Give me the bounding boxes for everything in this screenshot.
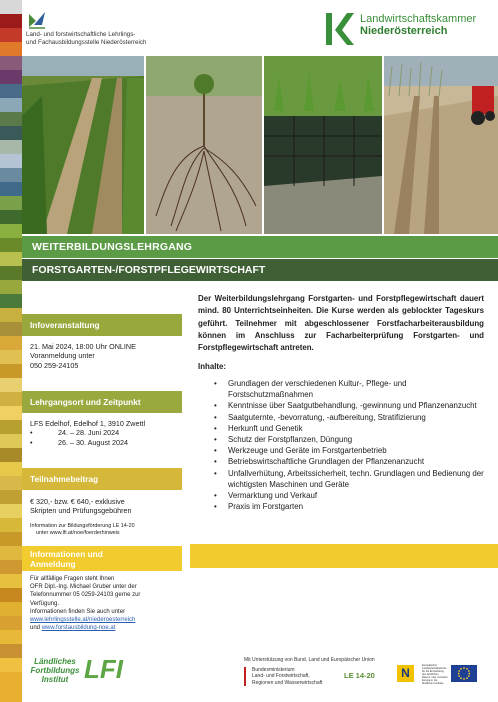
photo-root-system xyxy=(146,56,262,234)
list-item: • Vermarktung und Verkauf xyxy=(214,490,486,501)
beitrag-price: € 320,- bzw. € 640,- exklusive xyxy=(30,497,125,506)
photo-field-tractor xyxy=(384,56,498,234)
list-item: • Praxis im Forstgarten xyxy=(214,501,486,512)
anmeldung-heading-1: Informationen und xyxy=(30,549,103,559)
anmeldung-line-5: Informationen finden Sie auch unter xyxy=(30,608,126,615)
beitrag-note-1: Information zur Bildungsförderung LE 14-20 xyxy=(30,523,135,529)
subtitle-banner xyxy=(22,259,498,281)
list-item: • Kenntnisse über Saatgutbehandlung, -gewinnung und Pflanzenanzucht xyxy=(214,400,486,411)
list-item: • Unfallverhütung, Arbeitssicherheit, techn. Grundlagen und Bedienung der wichtigsten Maschinen und Geräte xyxy=(214,468,486,490)
title-banner xyxy=(22,236,498,258)
title-line1: WEITERBILDUNGSLEHRGANG xyxy=(32,241,193,253)
beitrag-note xyxy=(30,523,135,537)
anmeldung-heading xyxy=(30,549,103,569)
info-date: 21. Mai 2024, 18:00 Uhr ONLINE xyxy=(30,342,136,351)
anmeldung-heading-bar xyxy=(22,546,182,571)
yellow-accent-bar xyxy=(190,544,498,568)
ort-heading: Lehrgangsort und Zeitpunkt xyxy=(30,397,141,407)
support-text: Mit Unterstützung von Bund, Land und Europäischer Union xyxy=(244,657,375,663)
ort-date-1: • 24. – 28. Juni 2024 xyxy=(30,428,120,438)
list-item: • Werkzeuge und Geräte im Forstgartenbetrieb xyxy=(214,445,486,456)
eu-flag-icon xyxy=(451,665,477,682)
anmeldung-details xyxy=(30,575,140,632)
left-color-strip xyxy=(0,0,22,702)
info-details xyxy=(30,342,136,370)
lk-title xyxy=(360,13,476,37)
ministry-logo-text: Bundesministerium Land- und Forstwirtschaft, Regionen und Wasserwirtschaft xyxy=(244,667,322,686)
beitrag-note-2: unter www.lfi.at/noe/foerderhinweis xyxy=(36,530,120,536)
info-heading: Infoveranstaltung xyxy=(30,320,100,330)
lfi-logo: LFI xyxy=(84,654,123,684)
lfs-name: Land- und forstwirtschaftliche Lehrlings- und Fachausbildungsstelle Niederösterreich xyxy=(26,31,147,46)
beitrag-heading: Teilnahmebeitrag xyxy=(30,474,99,484)
intro-text: Der Weiterbildungslehrgang Forstgarten- und Forstpflegewirtschaft dauert mind. 80 Unterrichtseinheiten. Die Kurse werden als geblockter Tageskurs geführt. Teilnehmer mit abgeschlossener Forstfacharbeiterausbildung können im Anschluss zur Facharbeiterprüfung Forstgarten- und Forstpflegewirtschaft antreten. xyxy=(198,294,484,353)
beitrag-extra: Skripten und Prüfungsgebühren xyxy=(30,506,132,516)
inhalte-list xyxy=(214,378,486,512)
list-item: • Grundlagen der verschiedenen Kultur-, Pflege- und Forstschutzmaßnahmen xyxy=(214,378,486,400)
anmeldung-line-4: Verfügung. xyxy=(30,600,60,607)
list-item: • Herkunft und Genetik xyxy=(214,423,486,434)
anmeldung-line-3: Telefonnummer 05 0259-24103 gerne zur xyxy=(30,592,141,599)
anmeldung-line-2: OFR Dipl.-Ing. Michael Gruber unter der xyxy=(30,584,137,591)
forstausbildung-link[interactable]: www.forstausbildung-noe.at xyxy=(41,625,116,632)
lfs-logo-icon xyxy=(26,8,48,30)
photo-seedling-rows xyxy=(22,56,144,234)
anmeldung-und: und xyxy=(30,625,41,632)
lehrlingsstelle-link[interactable]: www.lehrlingsstelle.at/niederoesterreich xyxy=(30,617,136,624)
photo-nursery-trays xyxy=(264,56,382,234)
title-line2: FORSTGARTEN-/FORSTPFLEGEWIRTSCHAFT xyxy=(32,264,266,276)
anmeldung-line-1: Für allfällige Fragen steht Ihnen xyxy=(30,576,115,582)
beitrag-details xyxy=(30,497,132,516)
list-item: • Betriebswirtschaftliche Grundlagen der Pflanzenanzucht xyxy=(214,456,486,467)
eu-fund-text: Europäischer Landwirtschaftsfonds für die Entwicklung des ländlichen Raums: Hier investiert Europa in die ländlichen Gebiete xyxy=(422,664,448,685)
noe-logo-icon: N xyxy=(397,665,414,682)
info-registration: Voranmeldung unter xyxy=(30,351,95,361)
lk-title-line2: Niederösterreich xyxy=(360,25,448,37)
inhalte-label: Inhalte: xyxy=(198,362,227,371)
ort-details xyxy=(30,419,145,447)
list-item: • Schutz der Forstpflanzen, Düngung xyxy=(214,434,486,445)
ort-date-2: • 26. – 30. August 2024 xyxy=(30,437,128,447)
lk-logo-icon xyxy=(325,12,355,46)
beitrag-heading-bar xyxy=(22,468,182,490)
list-item: • Saatguternte, -bevorratung, -aufbereitung, Stratifizierung xyxy=(214,412,486,423)
ort-location: LFS Edelhof, Edelhof 1, 3910 Zwettl xyxy=(30,419,146,428)
lk-title-line1: Landwirtschaftskammer xyxy=(360,13,477,25)
lfi-name: Ländliches Fortbildungs Institut xyxy=(30,657,80,684)
anmeldung-heading-2: Anmeldung xyxy=(30,559,76,569)
le-logo: LE 14-20 xyxy=(344,671,375,680)
photo-row xyxy=(22,56,498,234)
ort-heading-bar xyxy=(22,391,182,413)
info-phone: 050 259-24105 xyxy=(30,360,79,370)
info-heading-bar xyxy=(22,314,182,336)
